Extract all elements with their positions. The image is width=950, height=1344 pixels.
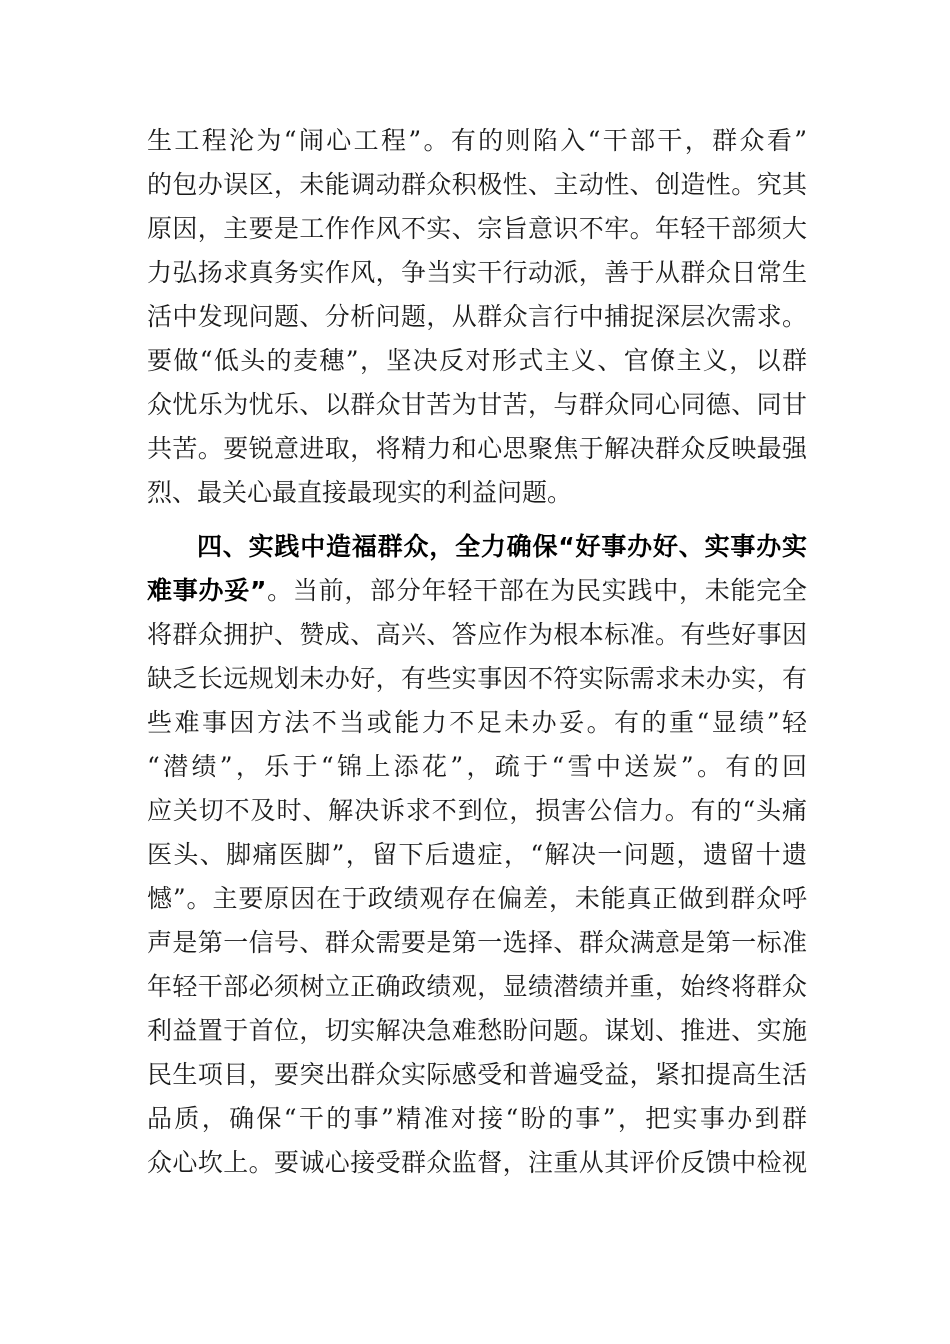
body-text-line: 些难事因方法不当或能力不足未办妥。有的重“显绩”轻: [147, 708, 807, 737]
body-text-line: 活中发现问题、分析问题，从群众言行中捕捉深层次需求。: [147, 302, 807, 331]
body-text-line: 将群众拥护、赞成、高兴、答应作为根本标准。有些好事因: [147, 620, 807, 649]
body-text-line: 众忧乐为忧乐、以群众甘苦为甘苦，与群众同心同德、同甘: [147, 390, 807, 419]
body-text-line: 声是第一信号、群众需要是第一选择、群众满意是第一标准: [147, 928, 807, 957]
section-heading-continuation: [147, 569, 807, 613]
body-text-line: 生工程沦为“闹心工程”。有的则陷入“干部干，群众看”: [147, 126, 807, 155]
body-text-line: 烈、最关心最直接最现实的利益问题。: [147, 478, 573, 507]
body-text-line: 医头、脚痛医脚”，留下后遗症，“解决一问题，遗留十遗: [147, 840, 807, 869]
body-text-line: 民生项目，要突出群众实际感受和普遍受益，紧扣提高生活: [147, 1060, 807, 1089]
body-text-line: 品质，确保“干的事”精准对接“盼的事”，把实事办到群: [147, 1104, 807, 1133]
body-text-span: 。当前，部分年轻干部在为民实践中，未能完全: [266, 576, 807, 605]
body-text-line: 缺乏长远规划未办好，有些实事因不符实际需求未办实，有: [147, 664, 807, 693]
body-text-line: “潜绩”，乐于“锦上添花”，疏于“雪中送炭”。有的回: [147, 752, 807, 781]
body-text-line: 年轻干部必须树立正确政绩观，显绩潜绩并重，始终将群众: [147, 972, 807, 1001]
body-text-line: 要做“低头的麦穗”，坚决反对形式主义、官僚主义，以群: [147, 346, 807, 375]
body-text-line: 应关切不及时、解决诉求不到位，损害公信力。有的“头痛: [147, 796, 807, 825]
body-text-line: 憾”。主要原因在于政绩观存在偏差，未能真正做到群众呼: [147, 884, 807, 913]
body-text-line: 共苦。要锐意进取，将精力和心思聚焦于解决群众反映最强: [147, 434, 807, 463]
body-text-line: 众心坎上。要诚心接受群众监督，注重从其评价反馈中检视: [147, 1148, 807, 1177]
body-text-line: 原因，主要是工作作风不实、宗旨意识不牢。年轻干部须大: [147, 214, 807, 243]
body-text-line: 利益置于首位，切实解决急难愁盼问题。谋划、推进、实施: [147, 1016, 807, 1045]
body-text-line: 的包办误区，未能调动群众积极性、主动性、创造性。究其: [147, 170, 807, 199]
body-text-line: 力弘扬求真务实作风，争当实干行动派，善于从群众日常生: [147, 258, 807, 287]
section-heading-end: 难事办妥”: [147, 576, 267, 605]
section-heading: 四、实践中造福群众，全力确保“好事办好、实事办实: [197, 532, 807, 561]
